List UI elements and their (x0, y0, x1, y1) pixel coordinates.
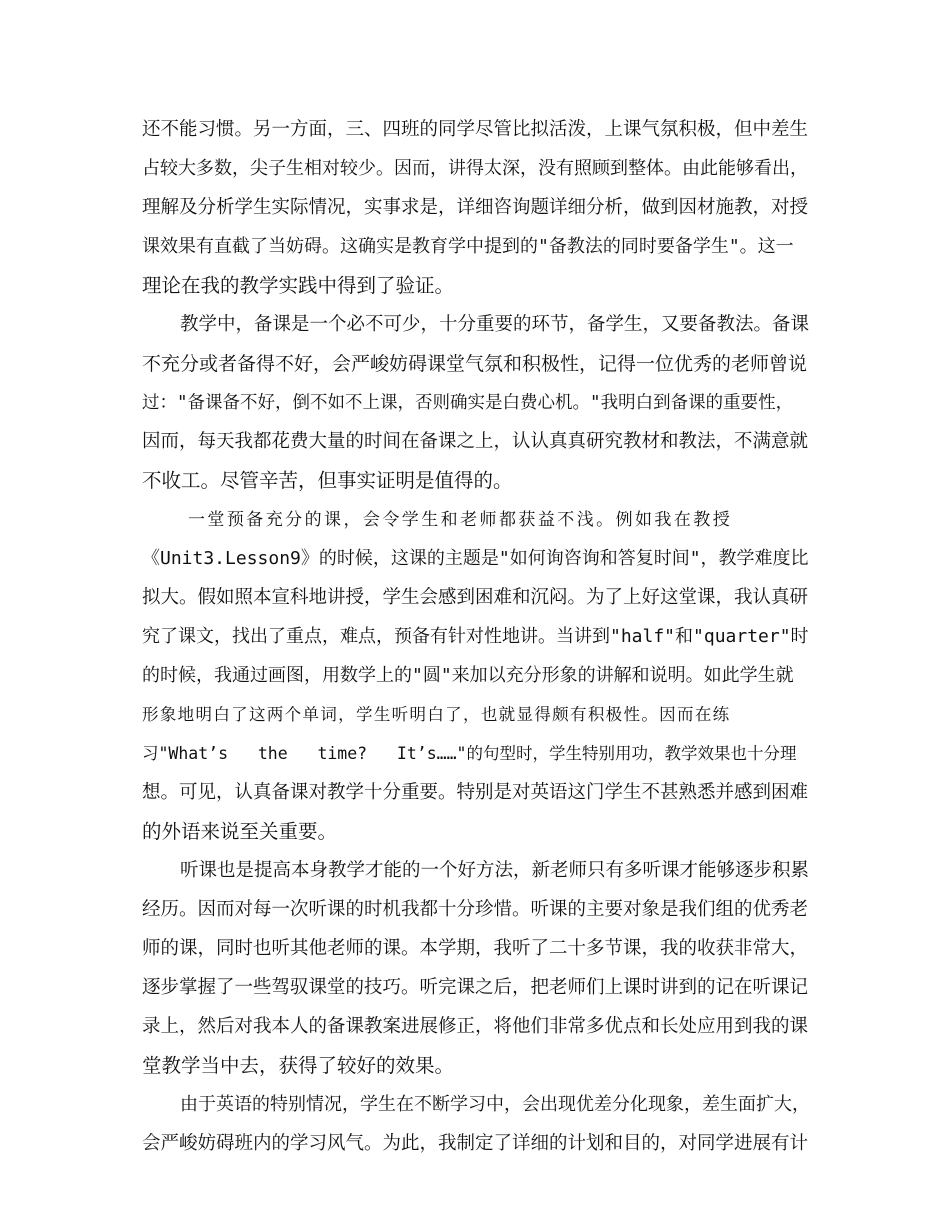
text-line: 师的课，同时也听其他老师的课。本学期，我听了二十多节课，我的收获非常大， (142, 938, 809, 959)
text-line: 教学中，备课是一个必不可少，十分重要的环节，备学生，又要备教法。备课 (180, 314, 810, 335)
text-line: 因而，每天我都花费大量的时间在备课之上，认认真真研究教材和教法，不满意就 (142, 431, 809, 452)
text-line: 的外语来说至关重要。 (142, 820, 338, 843)
text-line: 一 堂 预 备 充 分 的 课 ， 会 令 学 生 和 老 师 都 获 益 不 浅 。 例 如 我 在 教 授 (188, 510, 726, 530)
text-line: 理解及分析学生实际情况，实事求是，详细咨询题详细分析，做到因材施教，对授 (142, 197, 809, 218)
text-line: 过："备课备不好，倒不如不上课，否则确实是白费心机。"我明白到备课的重要性， (142, 393, 794, 413)
text-line: 理论在我的教学实践中得到了验证。 (142, 274, 455, 297)
text-line: 拟大。假如照本宣科地讲授，学生会感到困难和沉闷。为了上好这堂课，我认真研 (142, 587, 809, 608)
text-line: 习"What’s the time? It’s……"的句型时，学生特别用功，教学效果也十分理 (142, 744, 797, 763)
text-line: 还不能习惯。另一方面，三、四班的同学尽管比拟活泼，上课气氛积极，但中差生 (142, 119, 809, 140)
text-line: 课效果有直截了当妨碍。这确实是教育学中提到的"备教法的同时要备学生"。这一 (142, 236, 794, 257)
text-line: 会严峻妨碍班内的学习风气。为此，我制定了详细的计划和目的，对同学进展有计 (142, 1133, 809, 1154)
text-line: 《Unit3.Lesson9》的时候，这课的主题是"如何询咨询和答复时间"，教学难度比 (142, 548, 809, 569)
text-line: 听课也是提高本身教学才能的一个好方法，新老师只有多听课才能够逐步积累 (180, 860, 810, 881)
text-line: 经历。因而对每一次听课的时机我都十分珍惜。听课的主要对象是我们组的优秀老 (142, 899, 809, 920)
text-line: 逐步掌握了一些驾驭课堂的技巧。听完课之后，把老师们上课时讲到的记在听课记 (142, 977, 809, 998)
text-line: 的时候，我通过画图，用数学上的"圆"来加以充分形象的讲解和说明。如此学生就 (142, 665, 794, 686)
text-line: 不收工。尽管辛苦，但事实证明是值得的。 (142, 469, 513, 492)
text-line: 由于英语的特别情况，学生在不断学习中，会出现优差分化现象，差生面扩大， (180, 1094, 810, 1115)
text-line: 录上，然后对我本人的备课教案进展修正，将他们非常多优点和长处应用到我的课 (142, 1016, 809, 1037)
text-line: 形 象 地 明 白 了 这 两 个 单 词 ， 学 生 听 明 白 了 ， 也 就 显 得 颇 有 积 极 性 。 因 而 在 练 (142, 705, 725, 724)
text-line: 想。可见，认真备课对教学十分重要。特别是对英语这门学生不甚熟悉并感到困难 (142, 782, 809, 803)
text-line: 不充分或者备得不好，会严峻妨碍课堂气氛和积极性，记得一位优秀的老师曾说 (142, 353, 808, 375)
text-line: 堂教学当中去，获得了较好的效果。 (142, 1054, 455, 1077)
text-line: 究了课文，找出了重点，难点，预备有针对性地讲。当讲到"half"和"quarter"时 (142, 626, 809, 647)
text-line: 占较大多数，尖子生相对较少。因而，讲得太深，没有照顾到整体。由此能够看出， (142, 158, 808, 179)
